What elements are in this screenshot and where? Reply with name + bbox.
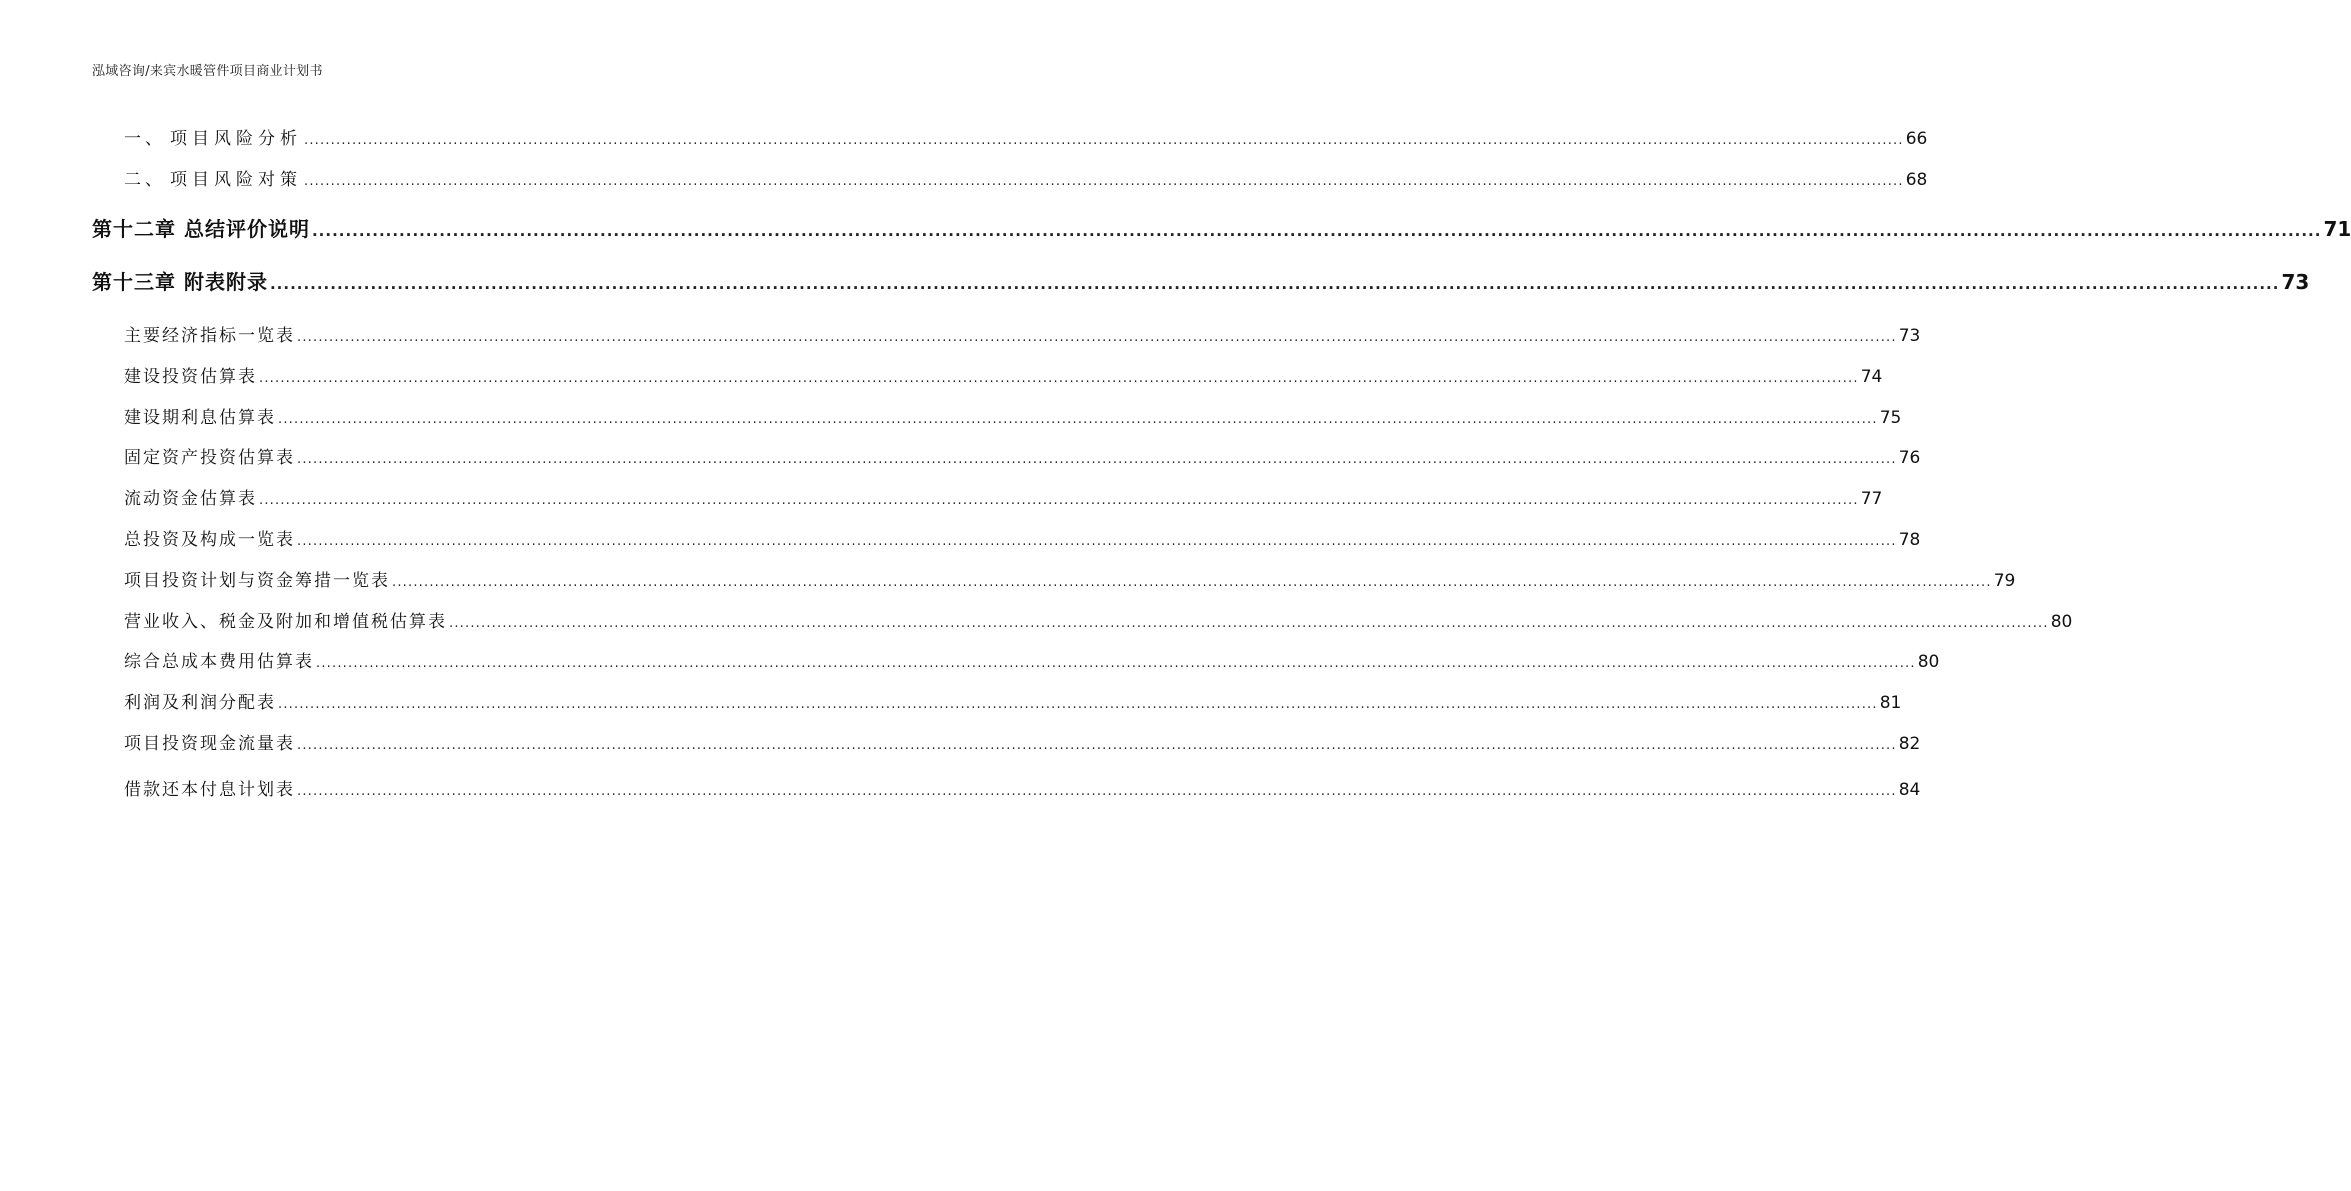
toc-chapter-12[interactable] [92, 213, 2351, 241]
toc-entry[interactable] [124, 729, 1921, 754]
toc-entry-risk-analysis[interactable] [124, 124, 1928, 149]
leader-dots: ............................................................................................................................................................................................................................................................................................................ [269, 275, 2280, 293]
toc-entry-title: 营业收入、税金及附加和增值税估算表 [124, 612, 447, 632]
leader-dots: ............................................................................................................................................................................................................................................................................................................ [304, 174, 1904, 189]
toc-entry-page: 78 [1898, 530, 1921, 550]
toc-entry-title: 固定资产投资估算表 [124, 448, 295, 468]
toc-entry-page: 81 [1879, 693, 1902, 713]
toc-entry-label [124, 165, 302, 190]
toc-entry-title: 项目风险对策 [170, 170, 302, 190]
running-header: 泓域咨询/来宾水暖管件项目商业计划书 [92, 64, 323, 79]
toc-entry[interactable] [124, 647, 1940, 672]
leader-dots: ............................................................................................................................................................................................................................................................................................................ [311, 222, 2322, 240]
toc-entry-page: 66 [1905, 129, 1928, 149]
toc-entry[interactable] [124, 775, 1921, 800]
leader-dots: ............................................................................................................................................................................................................................................................................................................ [278, 412, 1878, 427]
toc-entry[interactable] [124, 484, 1883, 509]
toc-entry-page: 84 [1898, 780, 1921, 800]
toc-entry[interactable] [124, 321, 1921, 346]
toc-chapter-page: 71 [2323, 217, 2351, 241]
toc-entry[interactable] [124, 443, 1921, 468]
toc-entry-title: 项目投资计划与资金筹措一览表 [124, 571, 390, 591]
toc-entry-risk-countermeasures[interactable] [124, 165, 1928, 190]
toc-chapter-title: 第十三章 附表附录 [92, 270, 268, 294]
toc-entry-title: 项目投资现金流量表 [124, 734, 295, 754]
toc-entry-title: 建设期利息估算表 [124, 408, 276, 428]
toc-entry-title: 借款还本付息计划表 [124, 780, 295, 800]
toc-entry[interactable] [124, 607, 2073, 632]
toc-entry-label [124, 124, 302, 149]
leader-dots: ............................................................................................................................................................................................................................................................................................................ [297, 330, 1897, 345]
toc-entry-page: 80 [2050, 612, 2073, 632]
leader-dots: ............................................................................................................................................................................................................................................................................................................ [316, 656, 1916, 671]
toc-entry-title: 项目风险分析 [170, 129, 302, 149]
toc-entry-page: 79 [1993, 571, 2016, 591]
toc-entry[interactable] [124, 688, 1902, 713]
toc-entry-title: 流动资金估算表 [124, 489, 257, 509]
toc-entry[interactable] [124, 525, 1921, 550]
leader-dots: ............................................................................................................................................................................................................................................................................................................ [392, 575, 1992, 590]
leader-dots: ............................................................................................................................................................................................................................................................................................................ [297, 534, 1897, 549]
toc-chapter-page: 73 [2281, 270, 2310, 294]
toc-entry-number: 一、 [124, 129, 166, 149]
toc-entry-page: 82 [1898, 734, 1921, 754]
toc-entry-page: 80 [1917, 652, 1940, 672]
leader-dots: ............................................................................................................................................................................................................................................................................................................ [278, 697, 1878, 712]
toc-entry[interactable] [124, 566, 2016, 591]
toc-entry-title: 主要经济指标一览表 [124, 326, 295, 346]
toc-entry-title: 利润及利润分配表 [124, 693, 276, 713]
toc-entry-page: 74 [1860, 367, 1883, 387]
leader-dots: ............................................................................................................................................................................................................................................................................................................ [449, 616, 2049, 631]
toc-entry-page: 76 [1898, 448, 1921, 468]
toc-entry-title: 建设投资估算表 [124, 367, 257, 387]
toc-chapter-13[interactable] [92, 266, 2310, 294]
toc-entry-page: 77 [1860, 489, 1883, 509]
toc-entry-page: 68 [1905, 170, 1928, 190]
toc-entry-title: 总投资及构成一览表 [124, 530, 295, 550]
leader-dots: ............................................................................................................................................................................................................................................................................................................ [304, 133, 1904, 148]
leader-dots: ............................................................................................................................................................................................................................................................................................................ [259, 493, 1859, 508]
leader-dots: ............................................................................................................................................................................................................................................................................................................ [259, 371, 1859, 386]
leader-dots: ............................................................................................................................................................................................................................................................................................................ [297, 452, 1897, 467]
toc-entry-page: 73 [1898, 326, 1921, 346]
toc-entry-title: 综合总成本费用估算表 [124, 652, 314, 672]
leader-dots: ............................................................................................................................................................................................................................................................................................................ [297, 784, 1897, 799]
toc-entry[interactable] [124, 362, 1883, 387]
toc-entry[interactable] [124, 403, 1902, 428]
leader-dots: ............................................................................................................................................................................................................................................................................................................ [297, 738, 1897, 753]
toc-chapter-title: 第十二章 总结评价说明 [92, 217, 310, 241]
toc-entry-number: 二、 [124, 170, 166, 190]
toc-entry-page: 75 [1879, 408, 1902, 428]
